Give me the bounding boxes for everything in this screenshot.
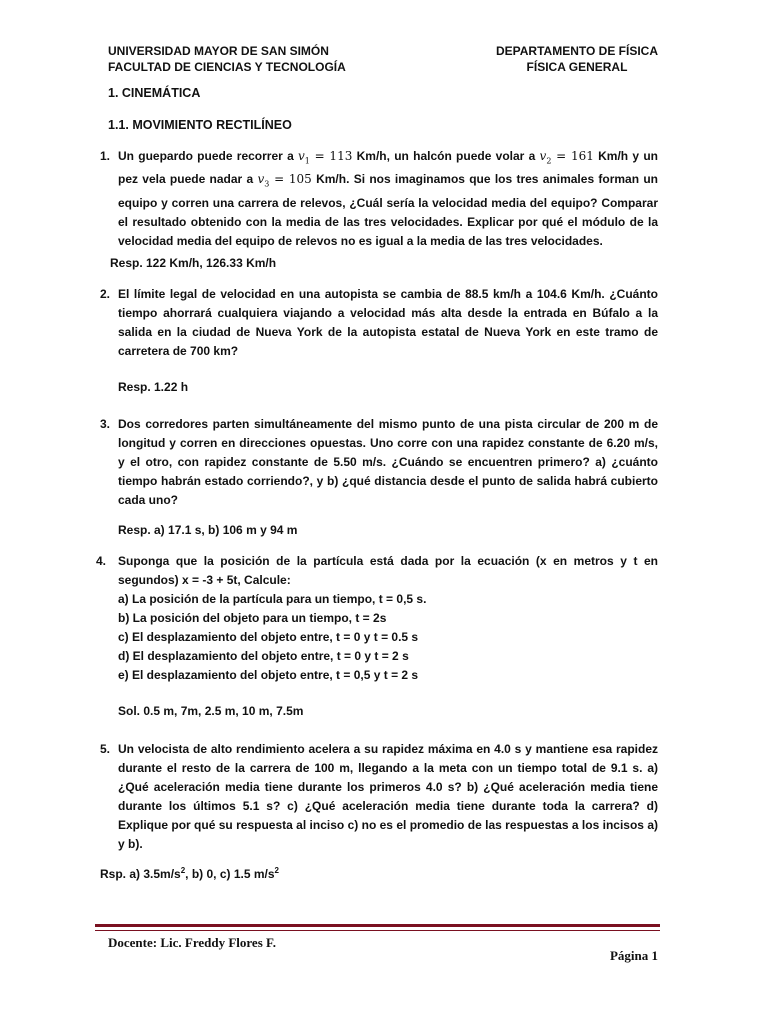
course-name: FÍSICA GENERAL (526, 60, 628, 74)
problem-4-item: d) El desplazamiento del objeto entre, t = 0 y t = 2 s (118, 649, 409, 663)
problem-4-text: Suponga que la posición de la partícula está dada por la ecuación (x en metros y t en segundos) x = -3 + 5t, Calcule: (118, 554, 658, 587)
problem-2-text: El límite legal de velocidad en una autopista se cambia de 88.5 km/h a 104.6 Km/h. ¿Cuánto tiempo ahorrará cualquiera viajando a velocidad más alta desde la entrada en Búfalo a la salida en la ciudad de Nueva York de la autopista estatal de Nueva York en este tramo de carretera de 700 km? (118, 287, 658, 358)
v2-symbol: v (539, 149, 547, 163)
section-title: 1. CINEMÁTICA (108, 86, 201, 100)
problem-4-number: 4. (96, 554, 107, 568)
problem-3-number: 3. (100, 417, 111, 431)
footer-rule-thick (95, 924, 660, 927)
v3-symbol: v (257, 172, 265, 187)
subsection-title: 1.1. MOVIMIENTO RECTILÍNEO (108, 118, 292, 132)
problem-3-text: Dos corredores parten simultáneamente del mismo punto de una pista circular de 200 m de longitud y corren en direcciones opuestas. Uno corre con una rapidez constante de 6.20 m/s, y el otro, con rapidez constante de 5.50 m/s. ¿Cuándo se encuentren primero? a) ¿cuánto tiempo habrán estado corriendo?, y b) ¿qué distancia desde el punto de salida habrá cubierto cada uno? (118, 417, 658, 507)
problem-2-number: 2. (100, 287, 111, 301)
problem-1-number: 1. (100, 149, 111, 163)
problem-3-answer: Resp. a) 17.1 s, b) 106 m y 94 m (118, 523, 298, 537)
problem-4-item: a) La posición de la partícula para un tiempo, t = 0,5 s. (118, 592, 427, 606)
page-number: Página 1 (609, 948, 658, 963)
department-name: DEPARTAMENTO DE FÍSICA (495, 44, 658, 58)
footer-rule-thin (95, 930, 660, 931)
problem-4-items (118, 590, 426, 685)
problem-2-answer: Resp. 1.22 h (118, 380, 189, 394)
problem-5-text: Un velocista de alto rendimiento acelera a su rapidez máxima en 4.0 s y mantiene esa rapidez durante el resto de la carrera de 100 m, llegando a la meta con un tiempo total de 9.1 s. a) ¿Qué aceleración media tiene durante los primeros 4.0 s? b) ¿Qué aceleración media tiene durante los últimos 5.1 s? c) ¿Qué aceleración media tiene durante toda la carrera? d) Explique por qué su respuesta al inciso c) no es el promedio de las respuestas a los incisos a) y b). (118, 742, 658, 851)
problem-4-item: b) La posición del objeto para un tiempo, t = 2s (118, 611, 387, 625)
faculty-name: FACULTAD DE CIENCIAS Y TECNOLOGÍA (108, 60, 346, 74)
problem-4-answer: Sol. 0.5 m, 7m, 2.5 m, 10 m, 7.5m (118, 704, 304, 718)
v1-symbol: v (298, 149, 305, 163)
problem-5-answer: Rsp. a) $3.5m/s^2$, b) 0, c) 1.5 $m/s^2$ (100, 866, 279, 881)
problem-4-item: e) El desplazamiento del objeto entre, t = 0,5 y t = 2 s (118, 668, 419, 682)
problem-1-answer: Resp. 122 Km/h, 126.33 Km/h (110, 256, 277, 270)
problem-5-number: 5. (100, 742, 111, 756)
instructor-name: Docente: Lic. Freddy Flores F. (108, 935, 277, 950)
header-left (108, 43, 346, 75)
problem-4-item: c) El desplazamiento del objeto entre, t = 0 y t = 0.5 s (118, 630, 419, 644)
university-name: UNIVERSIDAD MAYOR DE SAN SIMÓN (108, 44, 329, 58)
header-right (496, 43, 658, 75)
problem-1-text: Un guepardo puede recorrer a $v_1 = 113$ Km/h, un halcón puede volar a $v_2 = 161$ Km/h y un pez vela puede nadar a $v_3 = 105$ Km/h. Si nos imaginamos que los tres animales forman un equipo y corren una carrera de relevos, ¿Cuál sería la velocidad media del equipo? Comparar el resultado obtenido con la media de las tres velocidades. Explicar por qué el módulo de la velocidad media del equipo de relevos no es igual a la media de las tres velocidades. (118, 149, 659, 248)
